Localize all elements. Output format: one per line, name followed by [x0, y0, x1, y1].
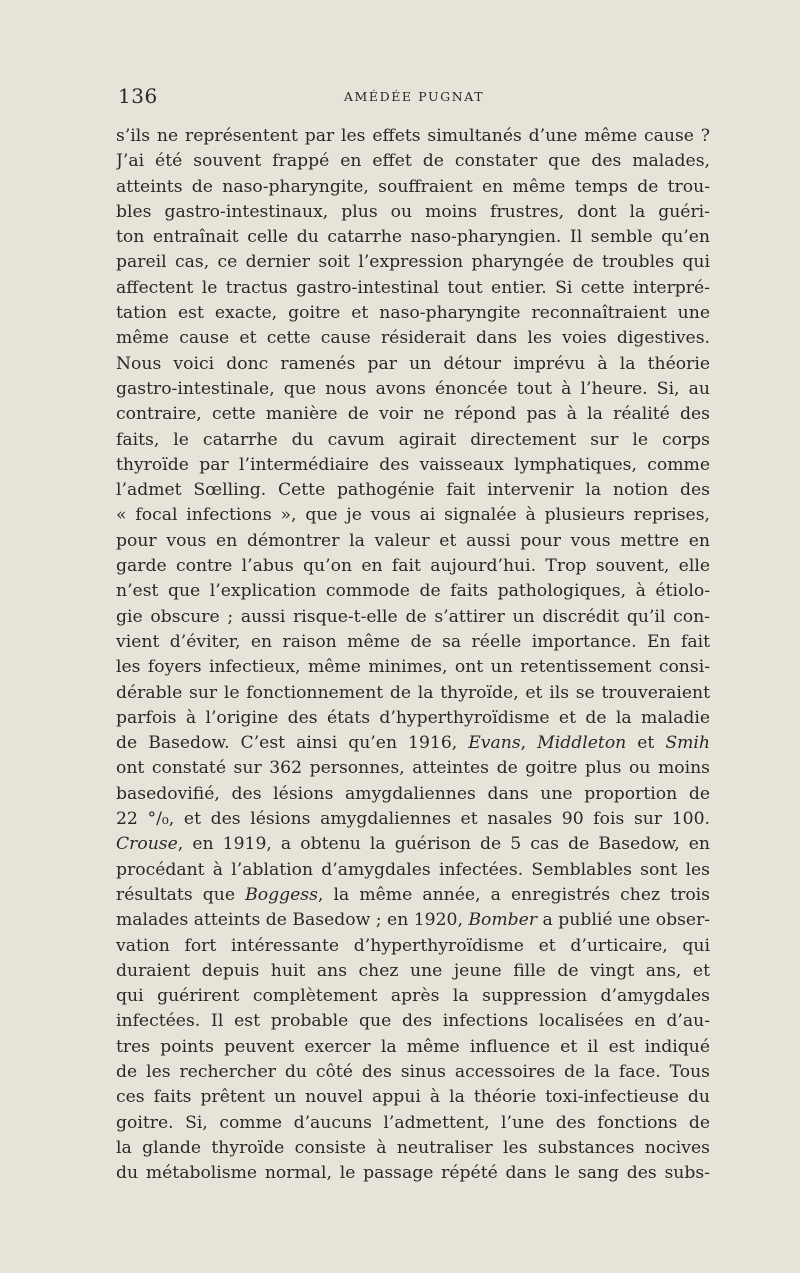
text-line: de les rechercher du côté des sinus accessoires de la face. Tous	[116, 1061, 710, 1082]
text-line: vient d’éviter, en raison même de sa réelle importance. En fait	[116, 631, 710, 652]
text-line: ton entraînait celle du catarrhe naso-pharyngien. Il semble qu’en	[116, 227, 710, 248]
text-line: dérable sur le fonctionnement de la thyroïde, et ils se trouveraient	[116, 682, 710, 703]
text-line: goitre. Si, comme d’aucuns l’admettent, l’une des fonctions de	[116, 1112, 710, 1133]
body-text	[116, 124, 710, 1186]
text-line: atteints de naso-pharyngite, souffraient en même temps de trou-	[116, 176, 710, 197]
text-line: de Basedow. C’est ainsi qu’en 1916, Evans, Middleton et Smih	[116, 733, 710, 754]
text-line: faits, le catarrhe du cavum agirait directement sur le corps	[116, 429, 710, 450]
text-line: 22 °/₀, et des lésions amygdaliennes et nasales 90 fois sur 100.	[116, 809, 710, 830]
text-line: pareil cas, ce dernier soit l’expression pharyngée de troubles qui	[116, 252, 710, 273]
page-number: 136	[118, 84, 158, 108]
text-line: tation est exacte, goitre et naso-pharyngite reconnaîtraient une	[116, 303, 710, 324]
text-line: vation fort intéressante d’hyperthyroïdisme et d’urticaire, qui	[116, 935, 710, 956]
text-line: qui guérirent complètement après la suppression d’amygdales	[116, 986, 710, 1007]
text-line: thyroïde par l’intermédiaire des vaisseaux lymphatiques, comme	[116, 454, 710, 475]
text-line: n’est que l’explication commode de faits pathologiques, à étiolo-	[116, 581, 710, 602]
text-line: pour vous en démontrer la valeur et aussi pour vous mettre en	[116, 530, 710, 551]
text-line: infectées. Il est probable que des infections localisées en d’au-	[116, 1011, 710, 1032]
running-title: AMÉDÉE PUGNAT	[343, 89, 485, 104]
text-line: s’ils ne représentent par les effets simultanés d’une même cause ?	[116, 126, 710, 146]
text-line: gie obscure ; aussi risque-t-elle de s’attirer un discrédit qu’il con-	[116, 606, 710, 627]
text-line: affectent le tractus gastro-intestinal tout entier. Si cette interpré-	[116, 277, 710, 298]
text-line: même cause et cette cause résiderait dans les voies digestives.	[116, 328, 710, 349]
text-line: gastro-intestinale, que nous avons énoncée tout à l’heure. Si, au	[116, 378, 710, 399]
text-line: ont constaté sur 362 personnes, atteintes de goitre plus ou moins	[116, 758, 710, 779]
text-line: les foyers infectieux, même minimes, ont un retentissement consi-	[116, 657, 710, 678]
text-line: tres points peuvent exercer la même influence et il est indiqué	[116, 1036, 710, 1057]
page-header	[118, 84, 710, 108]
text-line: résultats que Boggess, la même année, a enregistrés chez trois	[116, 884, 710, 905]
text-line: Nous voici donc ramenés par un détour imprévu à la théorie	[116, 353, 710, 374]
text-line: parfois à l’origine des états d’hyperthyroïdisme et de la maladie	[116, 707, 710, 728]
text-line: « focal infections », que je vous ai signalée à plusieurs reprises,	[116, 505, 710, 526]
text-line: contraire, cette manière de voir ne répond pas à la réalité des	[116, 404, 710, 425]
text-line: Crouse, en 1919, a obtenu la guérison de 5 cas de Basedow, en	[116, 834, 710, 855]
text-line: du métabolisme normal, le passage répété dans le sang des subs-	[116, 1163, 710, 1184]
text-line: ces faits prêtent un nouvel appui à la théorie toxi-infectieuse du	[116, 1087, 710, 1108]
text-line: malades atteints de Basedow ; en 1920, Bomber a publié une obser-	[116, 910, 710, 931]
text-line: basedovifié, des lésions amygdaliennes dans une proportion de	[116, 783, 710, 804]
text-line: duraient depuis huit ans chez une jeune fille de vingt ans, et	[116, 960, 710, 981]
text-line: l’admet Sœlling. Cette pathogénie fait intervenir la notion des	[116, 480, 710, 501]
text-line: la glande thyroïde consiste à neutraliser les substances nocives	[116, 1137, 710, 1158]
text-line: garde contre l’abus qu’on en fait aujourd’hui. Trop souvent, elle	[116, 556, 710, 577]
text-line: bles gastro-intestinaux, plus ou moins frustres, dont la guéri-	[116, 201, 710, 222]
text-line: procédant à l’ablation d’amygdales infectées. Semblables sont les	[116, 859, 710, 880]
text-line: J’ai été souvent frappé en effet de constater que des malades,	[116, 151, 710, 172]
